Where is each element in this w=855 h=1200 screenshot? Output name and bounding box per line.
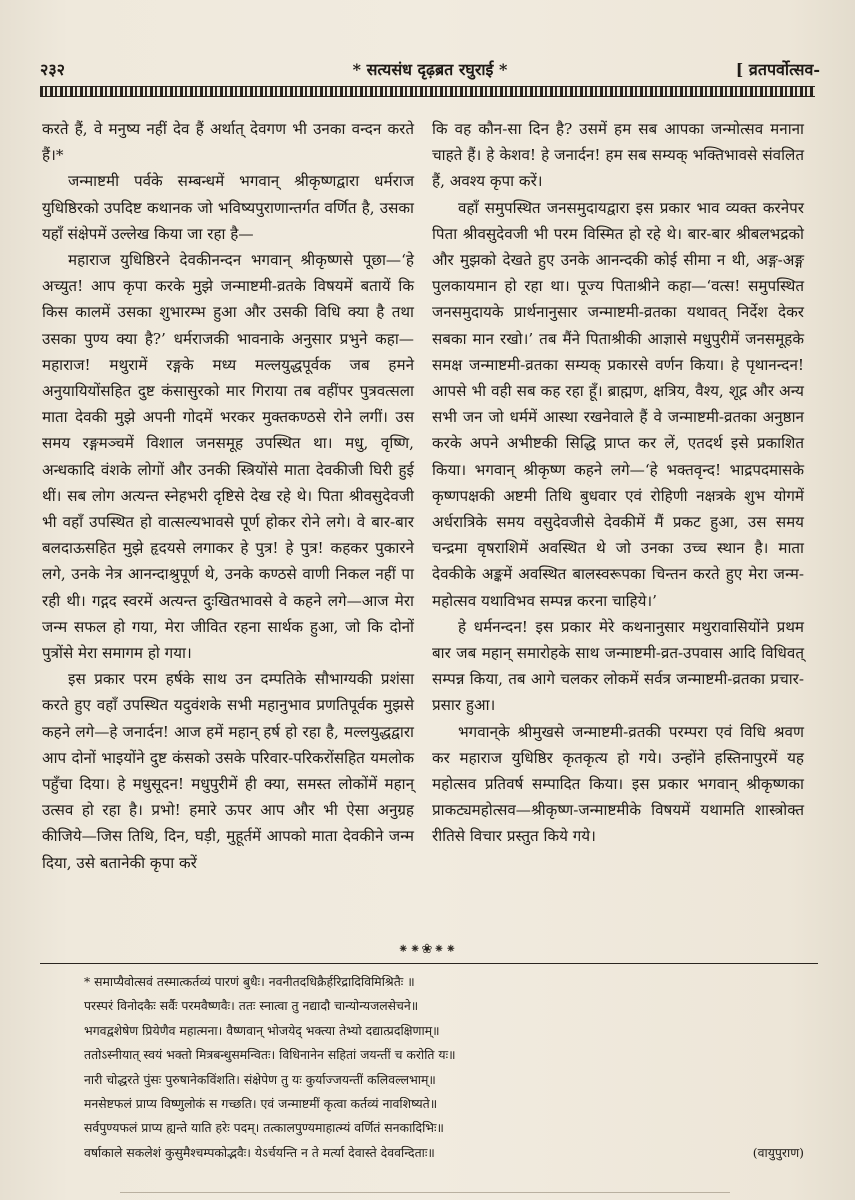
paragraph: जन्माष्टमी पर्वके सम्बन्धमें भगवान् श्रीकृष्णद्वारा धर्मराज युधिष्ठिरको उपदिष्ट कथानक जो भविष्यपुराणान्तर्गत वर्णित है, उसका यहाँ संक्षेपमें उल्लेख किया जा रहा है—: [42, 172, 414, 243]
verse-line: ततोऽस्नीयात् स्वयं भक्तो मित्रबन्धुसमन्वितः। विधिनानेन सहितां जयन्तीं च करोति यः॥: [84, 1047, 456, 1063]
left-column: [42, 116, 414, 876]
paragraph: हे धर्मनन्दन! इस प्रकार मेरे कथनानुसार मथुरावासियोंने प्रथम बार जब महान् समारोहके साथ जन्माष्टमी-व्रत-उपवास आदि विधिवत् सम्पन्न किया, तब आगे चलकर लोकमें सर्वत्र जन्माष्टमी-व्रतका प्रचार-प्रसार हुआ।: [432, 617, 804, 715]
verse-line: वर्षाकाले सकलेशं कुसुमैश्चम्पकोद्भवैः। येऽर्चयन्ति न ते मर्त्या देवास्ते देववन्दिताः॥ (वायुपुराण): [84, 1141, 804, 1165]
running-title: * सत्यसंध दृढ़ब्रत रघुराई *: [352, 60, 508, 79]
verse-line: परस्परं विनोदकैः सर्वैः परमवैष्णवैः। ततः स्नात्वा तु नद्यादौ चान्योन्यजलसेचने॥: [84, 998, 419, 1014]
section-name: [ व्रतपर्वोत्सव-: [735, 60, 820, 79]
section-ornament: ⁕⁕❀⁕⁕: [397, 942, 458, 957]
verse-line: नारी चोद्धरते पुंसः पुरुषानेकविंशति। संक्षेपेण तु यः कुर्याज्जयन्तीं कलिवल्लभाम्॥: [84, 1071, 436, 1087]
footnote-divider: [40, 963, 818, 964]
paragraph: करते हैं, वे मनुष्य नहीं देव हैं अर्थात् देवगण भी उनका वन्दन करते हैं।*: [42, 120, 414, 165]
paragraph: महाराज युधिष्ठिरने देवकीनन्दन भगवान् श्रीकृष्णसे पूछा—‘हे अच्युत! आप कृपा करके मुझे जन्माष्टमी-व्रतके विषयमें बतायें कि किस कालमें उसका शुभारम्भ हुआ और उसकी विधि क्या है तथा उसका पुण्य क्या है?’ धर्मराजकी भावनाके अनुसार प्रभुने कहा—महाराज! मथुरामें रङ्गके मध्य मल्लयुद्धपूर्वक जब हमने अनुयायियोंसहित दुष्ट कंसासुरको मार गिराया तब वहींपर पुत्रवत्सला माता देवकी मुझे अपनी गोदमें भरकर मुक्तकण्ठसे रोने लगीं। उस समय रङ्गमञ्चमें विशाल जनसमूह उपस्थित था। मधु, वृष्णि, अन्धकादि वंशके लोगों और उनकी स्त्रियोंसे माता देवकीजी घिरी हुई थीं। सब लोग अत्यन्त स्नेहभरी दृष्टिसे देख रहे थे। पिता श्रीवसुदेवजी भी वहाँ उपस्थित हो वात्सल्यभावसे पूर्ण होकर रोने लगे। वे बार-बार बलदाऊसहित मुझे हृदयसे लगाकर हे पुत्र! हे पुत्र! कहकर पुकारने लगे, उनके नेत्र आनन्दाश्रुपूर्ण थे, उनके कण्ठसे वाणी निकल नहीं पा रही थी। गद्गद स्वरमें अत्यन्त दुःखितभावसे वे कहने लगे—आज मेरा जन्म सफल हो गया, मेरा जीवित रहना सार्थक हुआ, जो कि दोनों पुत्रोंसे मेरा समागम हो गया।: [42, 251, 414, 663]
verse-line: * समाप्यैवोत्सवं तस्मात्कर्तव्यं पारणं बुधैः। नवनीतदधिक्रैर्हरिद्रादिविमिश्रितैः ॥: [84, 974, 415, 989]
page-number: २३२: [40, 60, 65, 79]
footnote-verses: [84, 970, 804, 1165]
verse-line: मनसेष्टफलं प्राप्य विष्णुलोकं स गच्छति। एवं जन्माष्टमीं कृत्वा कर्तव्यं नावशिष्यते॥: [84, 1096, 438, 1112]
verse-line: सर्वपुण्यफलं प्राप्य ह्यन्ते याति हरेः पदम्। तत्कालपुण्यमाहात्म्यं वर्णितं सनकादिभिः॥: [84, 1120, 444, 1136]
paragraph: वहाँ समुपस्थित जनसमुदायद्वारा इस प्रकार भाव व्यक्त करनेपर पिता श्रीवसुदेवजी भी परम विस्मित हो रहे थे। बार-बार श्रीबलभद्रको और मुझको देखते हुए उनके आनन्दकी कोई सीमा न थी, अङ्ग-अङ्ग पुलकायमान हो रहा था। पूज्य पिताश्रीने कहा—‘वत्स! समुपस्थित जनसमुदायके प्रार्थनानुसार जन्माष्टमी-व्रतका यथावत् निर्देश देकर सबका मान रखो।’ तब मैंने पिताश्रीकी आज्ञासे मधुपुरीमें जनसमूहके समक्ष जन्माष्टमी-व्रतका सम्यक् प्रकारसे वर्णन किया। हे पृथानन्दन! आपसे भी वही सब कह रहा हूँ। ब्राह्मण, क्षत्रिय, वैश्य, शूद्र और अन्य सभी जन जो धर्ममें आस्था रखनेवाले हैं वे जन्माष्टमी-व्रतका अनुष्ठान करके अपने अभीष्टकी सिद्धि प्राप्त कर लें, एतदर्थ इसे प्रकाशित किया। भगवान् श्रीकृष्ण कहने लगे—‘हे भक्तवृन्द! भाद्रपदमासके कृष्णपक्षकी अष्टमी तिथि बुधवार एवं रोहिणी नक्षत्रके शुभ योगमें अर्धरात्रिके समय वसुदेवजीसे देवकीमें मैं प्रकट हुआ, उस समय चन्द्रमा वृषराशिमें अवस्थित थे जो उनका उच्च स्थान है। माता देवकीके अङ्कमें अवस्थित बालस्वरूपका चिन्तन करते हुए मेरा जन्म-महोत्सव यथाविभव सम्पन्न करना चाहिये।’: [432, 198, 804, 610]
right-column: [432, 116, 804, 850]
paragraph: भगवान्‌के श्रीमुखसे जन्माष्टमी-व्रतकी परम्परा एवं विधि श्रवण कर महाराज युधिष्ठिर कृतकृत्य हो गये। उन्होंने हस्तिनापुरमें यह महोत्सव प्रतिवर्ष सम्पादित किया। इस प्रकार भगवान् श्रीकृष्णका प्राकट्यमहोत्सव—श्रीकृष्ण-जन्माष्टमीके विषयमें यथामति शास्त्रोक्त रीतिसे विचार प्रस्तुत किये गये।: [432, 722, 804, 846]
header-ornamental-rule: [40, 86, 815, 97]
bleed-through-line: [120, 1192, 730, 1197]
page-header: [40, 58, 820, 84]
paragraph: इस प्रकार परम हर्षके साथ उन दम्पतिके सौभाग्यकी प्रशंसा करते हुए वहाँ उपस्थित यदुवंशके सभी महानुभाव प्रणतिपूर्वक मुझसे कहने लगे—हे जनार्दन! आज हमें महान् हर्ष हो रहा है, मल्लयुद्धद्वारा आप दोनों भाइयोंने दुष्ट कंसको उसके परिवार-परिकरोंसहित यमलोक पहुँचा दिया। हे मधुसूदन! मधुपुरीमें ही क्या, समस्त लोकोंमें महान् उत्सव हो रहा है। प्रभो! हमारे ऊपर आप और भी ऐसा अनुग्रह कीजिये—जिस तिथि, दिन, घड़ी, मुहूर्तमें आपको माता देवकीने जन्म दिया, उसे बतानेकी कृपा करें: [42, 670, 414, 872]
verse-line: भगवद्वशेषेण प्रियेणैव महात्मना। वैष्णवान् भोजयेद् भक्त्या तेभ्यो दद्यात्प्रदक्षिणाम्॥: [84, 1022, 440, 1038]
footnote-source: (वायुपुराण): [752, 1144, 804, 1160]
paragraph: कि वह कौन-सा दिन है? उसमें हम सब आपका जन्मोत्सव मनाना चाहते हैं। हे केशव! हे जनार्दन! हम सब सम्यक् भक्तिभावसे संवलित हैं, अवश्य कृपा करें।: [432, 120, 804, 191]
